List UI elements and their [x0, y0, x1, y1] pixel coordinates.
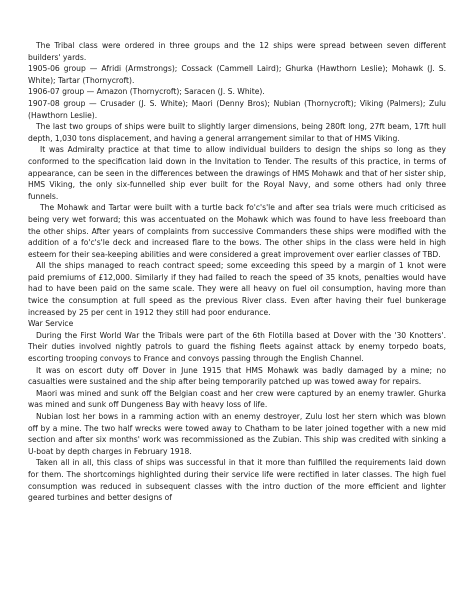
paragraph-group-1906: 1906-07 group — Amazon (Thornycroft); Saracen (J. S. White). — [28, 87, 265, 97]
paragraph-tribal-class-intro: The Tribal class were ordered in three groups and the 12 ships were spread between seven different builders' yards. — [28, 41, 446, 62]
paragraph-group-1905: 1905-06 group — Afridi (Armstrongs); Cossack (Cammell Laird); Ghurka (Hawthorn Leslie); Mohawk (J. S. White); Tartar (Thornycroft). — [28, 64, 446, 85]
section-heading-war-service: War Service — [28, 319, 74, 329]
paragraph-maori-ghurka: Maori was mined and sunk off the Belgian coast and her crew were captured by an enemy trawler. Ghurka was mined and sunk off Dungeness Bay with heavy loss of life. — [28, 388, 446, 410]
paragraph-admiralty-practice: It was Admiralty practice at that time to allow individual builders to design the ships so long as they conformed to the specification laid down in the Invitation to Tender. The results of this practice, in terms of appearance, can be seen in the differences between the drawings of HMS Mohawk and that of her sister ship, HMS Viking, the only six-funnelled ship ever built for the Royal Navy, and some others had only three funnels. — [28, 145, 446, 201]
paragraph-mohawk-mine: It was on escort duty off Dover in June 1915 that HMS Mohawk was badly damaged by a mine; no casualties were sustained and the ship after being temporarily patched up was towed away for repairs. — [28, 365, 446, 387]
paragraph-nubian-zulu: Nubian lost her bows in a ramming action with an enemy destroyer, Zulu lost her stern which was blown off by a mine. The two half wrecks were towed away to Chatham to be later joined together with a new mid section and after six months' work was recommissioned as the Zubian. This ship was credited with sinking a U-boat by depth charges in February 1918. — [28, 412, 446, 456]
document-page — [28, 40, 446, 504]
paragraph-contract-speed: All the ships managed to reach contract speed; some exceeding this speed by a margin of 1 knot were paid premiums of £12,000. Similarly if they had failed to reach the speed of 35 knots, penalties would have had to have been paid on the same scale. They were all heavy on fuel oil consumption, having more than twice the consumption at full speed as the previous River class. Even after having their fuel bunkerage increased by 25 per cent in 1912 they still had poor endurance. — [28, 261, 446, 317]
paragraph-conclusion: Taken all in all, this class of ships was successful in that it more than fulfilled the requirements laid down for them. The shortcomings highlighted during their service life were rectified in later classes. The high fuel consumption was reduced in subsequent classes with the intro duction of the more efficient and lighter geared turbines and better designs of — [28, 458, 446, 503]
paragraph-first-world-war: During the First World War the Tribals were part of the 6th Flotilla based at Dover with the '30 Knotters'. Their duties involved nightly patrols to guard the fishing fleets against attack by enemy torpedo boats, escorting trooping convoys to France and convoys passing through the English Channel. — [28, 330, 446, 364]
paragraph-dimensions: The last two groups of ships were built to slightly larger dimensions, being 280ft long, 27ft beam, 17ft hull depth, 1,030 tons displacement, and having a general arrangement similar to that of HMS Viking. — [28, 122, 446, 143]
paragraph-mohawk-tartar: The Mohawk and Tartar were built with a turtle back fo'c's'le and after sea trials were much criticised as being very wet forward; this was accentuated on the Mohawk which was found to have less freeboard than the other ships. After years of complaints from successive Commanders these ships were modified with the addition of a fo'c's'le deck and increased flare to the bows. The other ships in the class were held in high esteem for their sea-keeping abilities and were considered a great improvement over earlier classes of TBD. — [28, 203, 446, 259]
paragraph-group-1907: 1907-08 group — Crusader (J. S. White); Maori (Denny Bros); Nubian (Thornycroft); Viking (Palmers); Zulu (Hawthorn Leslie). — [28, 98, 446, 120]
